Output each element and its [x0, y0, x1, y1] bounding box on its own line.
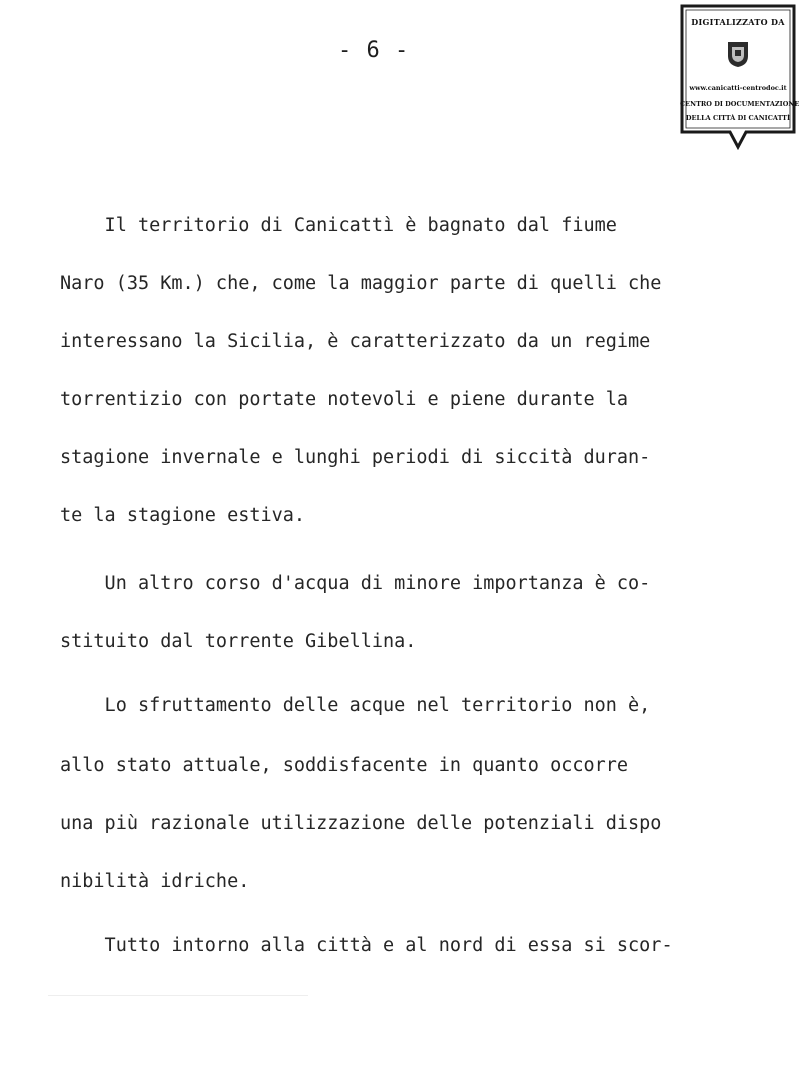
text-line: una più razionale utilizzazione delle potenziali dispo: [60, 813, 662, 834]
text-line: stagione invernale e lunghi periodi di siccità duran-: [60, 447, 651, 468]
text-line: Lo sfruttamento delle acque nel territorio non è,: [60, 695, 651, 716]
text-line: Naro (35 Km.) che, come la maggior parte di quelli che: [60, 273, 662, 294]
text-line: Il territorio di Canicattì è bagnato dal fiume: [60, 215, 617, 236]
text-line: nibilità idriche.: [60, 871, 250, 892]
text-line: Un altro corso d'acqua di minore importanza è co-: [60, 573, 651, 594]
text-line: interessano la Sicilia, è caratterizzato da un regime: [60, 331, 651, 352]
text-line: stituito dal torrente Gibellina.: [60, 631, 417, 652]
page-number: - 6 -: [338, 38, 410, 63]
stamp-line-1: CENTRO DI DOCUMENTAZIONE: [680, 100, 800, 108]
text-line: torrentizio con portate notevoli e piene durante la: [60, 389, 629, 410]
text-line: allo stato attuale, soddisfacente in quanto occorre: [60, 755, 629, 776]
stamp-line-2: DELLA CITTÀ DI CANICATTÌ: [685, 114, 791, 122]
digitization-stamp: [680, 4, 800, 150]
city-crest-icon: [726, 40, 750, 68]
stamp-url: www.canicatti-centrodoc.it: [689, 84, 787, 92]
text-line: Tutto intorno alla città e al nord di essa si scor-: [60, 935, 673, 956]
footnote-rule: [48, 995, 308, 996]
text-line: te la stagione estiva.: [60, 505, 306, 526]
stamp-title: DIGITALIZZATO DA: [691, 17, 785, 27]
